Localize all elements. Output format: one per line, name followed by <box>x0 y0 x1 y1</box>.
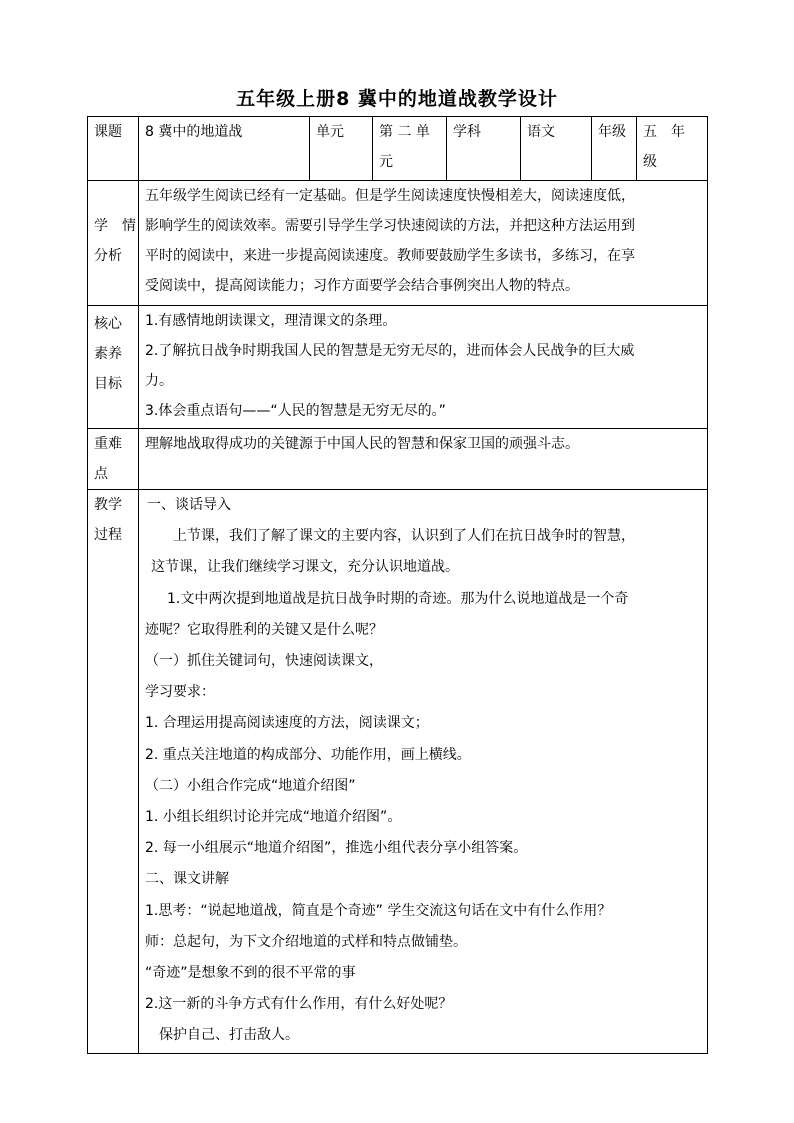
goal-line: 1.有感情地朗读课文，理清课文的条理。 <box>145 313 397 329</box>
value-unit-line2: 元 <box>379 154 393 170</box>
process-line: 1.思考：“说起地道战，简直是个奇迹” 学生交流这句话在文中有什么作用？ <box>145 902 612 919</box>
process-line: 1. 小组长组织讨论并完成“地道介绍图”。 <box>145 809 402 826</box>
label-core-goals-line: 目标 <box>94 376 122 392</box>
process-line: （二）小组合作完成“地道介绍图” <box>145 777 356 794</box>
row-teaching-process <box>88 490 708 1054</box>
row-key-points <box>88 429 708 490</box>
analysis-line: 五年级学生阅读已经有一定基础。但是学生阅读速度快慢相差大，阅读速度低， <box>145 188 635 204</box>
label-key-points <box>88 429 139 490</box>
analysis-line: 平时的阅读中，来进一步提高阅读速度。教师要鼓励学生多读书，多练习，在享 <box>145 248 635 264</box>
label-student-analysis <box>88 181 139 306</box>
process-line: 2. 每一小组展示“地道介绍图”，推选小组代表分享小组答案。 <box>145 840 528 857</box>
process-line: 1.文中两次提到地道战是抗日战争时期的奇迹。那为什么说地道战是一个奇 <box>167 590 629 607</box>
row-core-goals <box>88 306 708 429</box>
core-goals-text <box>139 306 708 429</box>
value-grade <box>637 117 708 181</box>
goal-line: 力。 <box>145 373 173 389</box>
document-title: 五年级上册8 冀中的地道战教学设计 <box>236 88 558 110</box>
label-teaching-process <box>88 490 139 1054</box>
value-lesson-title: 8 冀中的地道战 <box>139 117 310 181</box>
process-line: （一）抓住关键词句，快速阅读课文， <box>145 653 383 670</box>
analysis-line: 受阅读中，提高阅读能力；习作方面要学会结合事例突出人物的特点。 <box>145 278 579 294</box>
process-line: 2.这一新的斗争方式有什么作用，有什么好处呢？ <box>145 996 453 1013</box>
label-key-points-line: 重难 <box>94 436 122 452</box>
process-line: 2. 重点关注地道的构成部分、功能作用，画上横线。 <box>145 746 471 763</box>
label-unit: 单元 <box>310 117 373 181</box>
analysis-line: 影响学生的阅读效率。需要引导学生学习快速阅读的方法，并把这种方法运用到 <box>145 218 635 234</box>
process-line: 师：总起句，为下文介绍地道的式样和特点做铺垫。 <box>145 933 467 950</box>
label-teaching-process-line: 过程 <box>94 527 122 543</box>
teaching-process-text <box>139 490 708 1054</box>
label-subject: 学科 <box>447 117 521 181</box>
process-line: 这节课，让我们继续学习课文，充分认识地道战。 <box>151 559 459 576</box>
student-analysis-text <box>139 181 708 306</box>
label-student-analysis-line2: 分析 <box>94 248 122 264</box>
value-unit-line1: 第 二 单 <box>379 124 430 140</box>
value-subject: 语文 <box>521 117 592 181</box>
row-header <box>88 117 708 181</box>
label-core-goals-line: 素养 <box>94 346 122 362</box>
label-student-analysis-line1: 学 情 <box>94 218 136 234</box>
process-heading: 二、课文讲解 <box>145 871 229 888</box>
label-lesson-title: 课题 <box>88 117 139 181</box>
key-points-text: 理解地战取得成功的关键源于中国人民的智慧和保家卫国的顽强斗志。 <box>139 429 708 490</box>
process-line: “奇迹”是想象不到的很不平常的事 <box>145 965 356 982</box>
label-core-goals <box>88 306 139 429</box>
label-teaching-process-line: 教学 <box>94 497 122 513</box>
value-unit <box>373 117 447 181</box>
process-line: 迹呢？它取得胜利的关键又是什么呢？ <box>145 621 383 638</box>
value-grade-line2: 级 <box>643 154 657 170</box>
lesson-plan-table <box>87 116 708 1054</box>
goal-line: 2.了解抗日战争时期我国人民的智慧是无穷无尽的，进而体会人民战争的巨大威 <box>145 343 635 359</box>
row-student-analysis <box>88 181 708 306</box>
value-grade-line1: 五 年 <box>643 124 685 140</box>
label-core-goals-line: 核心 <box>94 316 122 332</box>
process-line: 上节课，我们了解了课文的主要内容，认识到了人们在抗日战争时的智慧， <box>173 528 635 545</box>
goal-line: 3.体会重点语句——“人民的智慧是无穷无尽的。” <box>145 403 446 419</box>
process-line: 学习要求： <box>145 684 215 701</box>
process-line: 1. 合理运用提高阅读速度的方法，阅读课文； <box>145 715 429 732</box>
label-grade: 年级 <box>592 117 637 181</box>
process-heading: 一、谈话导入 <box>147 497 231 513</box>
process-line: 保护自己、打击敌人。 <box>159 1027 299 1044</box>
label-key-points-line: 点 <box>94 466 108 482</box>
